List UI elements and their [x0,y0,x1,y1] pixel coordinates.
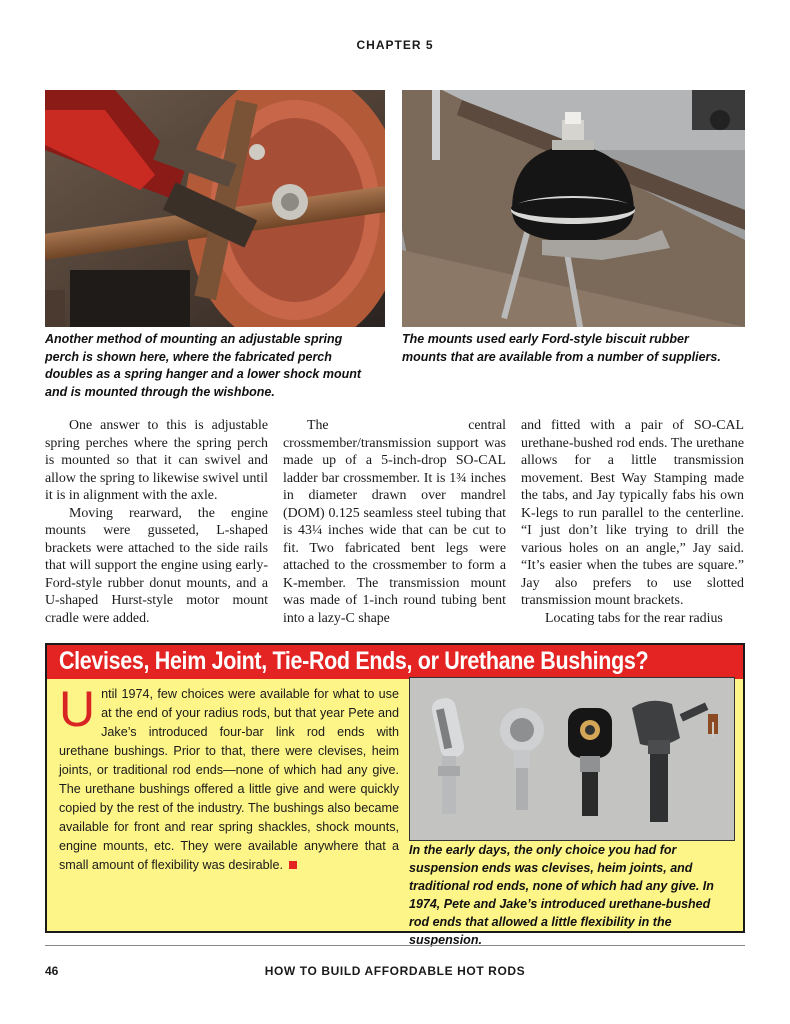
sidebar-box [45,643,745,947]
paragraph: One answer to this is adjustable spring perches where the spring perch is mounted so that it can swivel and allow the spring to likewise swivel until it is in alignment with the axle. [45,418,268,503]
drop-cap: U [59,681,96,737]
biscuit-mount-photo [402,90,745,327]
end-mark-icon [289,861,297,869]
page-number: 46 [45,964,59,978]
spring-perch-photo [45,90,385,327]
body-column-2 [283,417,506,627]
sidebar-header [47,645,743,679]
footer-rule [45,945,745,946]
sidebar-photo-caption: In the early days, the only choice you had for suspension ends was clevises, heim joints, and traditional rod ends, none of which had any give. In 1974, Pete and Jake’s introduced urethane-bushed rod ends that allowed a little flexibility in the suspension. [409,843,714,947]
rod-ends-photo [409,677,735,841]
body-column-3 [521,417,744,627]
chapter-header: CHAPTER 5 [356,38,434,52]
right-photo-caption: The mounts used early Ford-style biscuit rubber mounts that are available from a number of suppliers. [402,332,721,364]
paragraph: and fitted with a pair of SO-CAL urethane-bushed rod ends. The urethane allows for a little transmission movement. Best Way Stamping made the tabs, and Jay typically fabs his own K-legs to run parallel to the centerline. “I just don’t like trying to drill the various holes on an angle,” Jay said. “It’s easier when the tubes are square.” Jay also prefers to use slotted transmission mount brackets. [521,418,744,608]
sidebar-title: Clevises, Heim Joint, Tie-Rod Ends, or Urethane Bushings? [59,647,649,675]
paragraph: Locating tabs for the rear radius [545,610,723,626]
paragraph: Moving rearward, the engine mounts were gusseted, L-shaped brackets were attached to the side rails that will support the engine using early-Ford-style rubber donut mounts, and a U-shaped Hurst-style motor mount cradle were added. [45,505,268,626]
book-title: HOW TO BUILD AFFORDABLE HOT RODS [264,964,526,978]
body-column-1 [45,417,268,627]
sidebar-body [59,681,399,875]
sidebar-text: ntil 1974, few choices were available for what to use at the end of your radius rods, but that year Pete and Jake’s introduced four-bar link rod ends with urethane bushings. Prior to that, there were clevises, heim joints, or traditional rod ends—none of which had any give. The urethane bushings offered a little give and were quickly copied by the rest of the industry. The bushings also became available for front and rear spring shackles, shock mounts, engine mounts, etc. They were available anywhere that a small amount of flexibility was desirable. [59,687,399,872]
paragraph: The central crossmember/transmission support was made up of a 5-inch-drop SO-CAL ladder bar crossmember. It is 1¾ inches in diameter drawn over mandrel (DOM) 0.125 seamless steel tubing that is 43¼ inches wide that can be cut to fit. Two fabricated bent legs were attached to the crossmember to form a K-member. The transmission mount was made of 1-inch round tubing bent into a lazy-C shape [283,418,506,626]
left-photo-caption: Another method of mounting an adjustable spring perch is shown here, where the fabricated perch doubles as a spring hanger and a lower shock mount and is mounted through the wishbone. [45,332,362,399]
